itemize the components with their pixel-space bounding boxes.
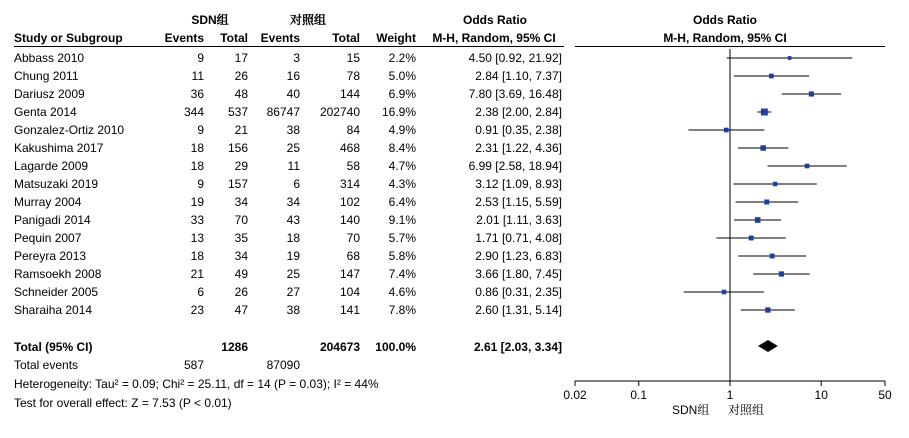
ci-value: 2.90 [1.23, 6.83] <box>475 249 562 263</box>
total2-header: Total <box>332 31 360 45</box>
weight-value: 6.9% <box>388 87 416 101</box>
total-label: Total (95% CI) <box>14 340 93 354</box>
weight-value: 4.9% <box>388 123 416 137</box>
total1-value: 70 <box>234 213 248 227</box>
study-name: Abbass 2010 <box>14 51 85 65</box>
total-ci: 2.61 [2.03, 3.34] <box>473 340 562 354</box>
events2-value: 40 <box>286 87 300 101</box>
group1-header: SDN组 <box>191 13 229 27</box>
events1-value: 6 <box>197 285 204 299</box>
study-name: Pequin 2007 <box>14 231 82 245</box>
events1-value: 13 <box>190 231 204 245</box>
total1-value: 156 <box>227 141 248 155</box>
weight-value: 8.4% <box>388 141 416 155</box>
study-column-header: Study or Subgroup <box>14 31 123 45</box>
study-name: Genta 2014 <box>14 105 77 119</box>
ci-value: 2.53 [1.15, 5.59] <box>475 195 562 209</box>
ci-value: 1.71 [0.71, 4.08] <box>475 231 562 245</box>
weight-value: 7.4% <box>388 267 416 281</box>
study-marker <box>764 199 769 204</box>
study-marker <box>722 290 727 295</box>
total1-value: 26 <box>234 69 248 83</box>
x-tick-label: 50 <box>878 388 892 402</box>
events2-value: 38 <box>286 303 300 317</box>
weight-value: 9.1% <box>388 213 416 227</box>
events1-value: 9 <box>197 123 204 137</box>
total1-value: 35 <box>234 231 248 245</box>
weight-value: 5.7% <box>388 231 416 245</box>
overall-effect-text: Test for overall effect: Z = 7.53 (P < 0.01) <box>14 396 232 410</box>
total2-value: 204673 <box>319 340 360 354</box>
total2-value: 102 <box>339 195 360 209</box>
events2-value: 18 <box>286 231 300 245</box>
total1-value: 17 <box>234 51 248 65</box>
events2-value: 27 <box>286 285 300 299</box>
events2-value: 34 <box>286 195 300 209</box>
x-tick-label: 10 <box>814 388 828 402</box>
study-marker <box>760 145 765 150</box>
events2-value: 38 <box>286 123 300 137</box>
ci-value: 3.66 [1.80, 7.45] <box>475 267 562 281</box>
events1-value: 19 <box>190 195 204 209</box>
study-name: Chung 2011 <box>14 69 79 83</box>
total2-value: 84 <box>346 123 360 137</box>
total1-value: 29 <box>234 159 248 173</box>
total1-value: 49 <box>234 267 248 281</box>
events2-value: 25 <box>286 141 300 155</box>
weight-value: 7.8% <box>388 303 416 317</box>
events1-value: 18 <box>190 249 204 263</box>
study-marker <box>809 91 814 96</box>
total1-value: 537 <box>227 105 248 119</box>
ci-value: 0.86 [0.31, 2.35] <box>475 285 562 299</box>
events1-value: 21 <box>190 267 204 281</box>
weight-value: 4.7% <box>388 159 416 173</box>
total-events2: 87090 <box>266 358 300 372</box>
total-events-label: Total events <box>14 358 79 372</box>
total1-value: 26 <box>234 285 248 299</box>
ci-value: 2.01 [1.11, 3.63] <box>476 213 562 227</box>
weight-value: 6.4% <box>388 195 416 209</box>
events2-value: 11 <box>287 159 300 173</box>
total1-value: 34 <box>234 249 248 263</box>
x-tick-label: 0.02 <box>563 388 587 402</box>
events1-value: 11 <box>191 69 204 83</box>
x-tick-label: 0.1 <box>630 388 648 402</box>
total2-value: 147 <box>339 267 360 281</box>
events2-value: 6 <box>293 177 300 191</box>
events2-value: 19 <box>286 249 300 263</box>
weight-value: 4.6% <box>388 285 416 299</box>
study-marker <box>724 128 729 133</box>
events1-value: 344 <box>183 105 204 119</box>
study-name: Pereyra 2013 <box>14 249 87 263</box>
study-name: Kakushima 2017 <box>14 141 104 155</box>
events1-value: 36 <box>190 87 204 101</box>
study-name: Murray 2004 <box>14 195 82 209</box>
total-weight: 100.0% <box>375 340 416 354</box>
total2-value: 144 <box>339 87 360 101</box>
total1-value: 157 <box>227 177 248 191</box>
x-tick-label: 1 <box>726 388 734 402</box>
total2-value: 314 <box>339 177 360 191</box>
study-name: Matsuzaki 2019 <box>14 177 99 191</box>
total2-value: 70 <box>346 231 360 245</box>
events2-value: 86747 <box>266 105 300 119</box>
study-marker <box>773 182 777 186</box>
weight-value: 5.8% <box>388 249 416 263</box>
total2-value: 202740 <box>319 105 360 119</box>
events1-value: 33 <box>190 213 204 227</box>
events2-value: 25 <box>286 267 300 281</box>
total2-value: 78 <box>346 69 360 83</box>
events1-value: 9 <box>197 177 204 191</box>
study-name: Panigadi 2014 <box>14 213 91 227</box>
weight-header: Weight <box>376 31 416 45</box>
study-marker <box>761 109 768 116</box>
total2-value: 140 <box>339 213 360 227</box>
study-name: Lagarde 2009 <box>14 159 89 173</box>
events2-value: 16 <box>286 69 300 83</box>
ci-value: 2.31 [1.22, 4.36] <box>475 141 562 155</box>
summary-diamond <box>758 340 778 352</box>
study-marker <box>779 271 784 276</box>
events2-value: 43 <box>286 213 300 227</box>
ci-value: 0.91 [0.35, 2.38] <box>475 123 562 137</box>
total-events1: 587 <box>183 358 204 372</box>
weight-value: 5.0% <box>388 69 416 83</box>
weight-value: 16.9% <box>381 105 416 119</box>
total2-value: 58 <box>346 159 360 173</box>
total1-header: Total <box>220 31 248 45</box>
ci-value: 2.60 [1.31, 5.14] <box>475 303 562 317</box>
ci-value: 3.12 [1.09, 8.93] <box>475 177 562 191</box>
events2-value: 3 <box>293 51 300 65</box>
ci-value: 7.80 [3.69, 16.48] <box>468 87 562 101</box>
study-marker <box>769 74 774 79</box>
favours-left-label: SDN组 <box>672 403 710 417</box>
total2-value: 68 <box>346 249 360 263</box>
ci-value: 6.99 [2.58, 18.94] <box>468 159 562 173</box>
total1-value: 48 <box>234 87 248 101</box>
total2-value: 15 <box>346 51 360 65</box>
events1-value: 18 <box>190 159 204 173</box>
weight-value: 4.3% <box>388 177 416 191</box>
odds-ratio-plot-header: Odds Ratio <box>692 13 757 27</box>
events1-header: Events <box>164 31 204 45</box>
total1-value: 47 <box>234 303 248 317</box>
study-marker <box>805 164 810 169</box>
total2-value: 104 <box>339 285 360 299</box>
study-name: Sharaiha 2014 <box>14 303 93 317</box>
method-text-header: M-H, Random, 95% CI <box>432 31 556 45</box>
favours-right-label: 对照组 <box>728 403 765 417</box>
study-name: Schneider 2005 <box>14 285 99 299</box>
odds-ratio-text-header: Odds Ratio <box>462 13 527 27</box>
study-marker <box>770 254 775 259</box>
total2-value: 468 <box>339 141 360 155</box>
heterogeneity-text: Heterogeneity: Tau² = 0.09; Chi² = 25.11, df = 14 (P = 0.03); I² = 44% <box>14 377 379 391</box>
study-marker <box>749 236 754 241</box>
events1-value: 9 <box>197 51 204 65</box>
total1-value: 34 <box>234 195 248 209</box>
total1-value: 1286 <box>221 340 248 354</box>
study-marker <box>755 217 761 223</box>
study-name: Dariusz 2009 <box>14 87 85 101</box>
group2-header: 对照组 <box>289 13 326 27</box>
total2-value: 141 <box>339 303 360 317</box>
total1-value: 21 <box>234 123 248 137</box>
ci-value: 2.84 [1.10, 7.37] <box>475 69 562 83</box>
study-marker <box>788 56 792 60</box>
events1-value: 18 <box>190 141 204 155</box>
weight-value: 2.2% <box>388 51 416 65</box>
events1-value: 23 <box>190 303 204 317</box>
method-plot-header: M-H, Random, 95% CI <box>663 31 787 45</box>
ci-value: 4.50 [0.92, 21.92] <box>468 51 562 65</box>
study-marker <box>765 307 770 312</box>
study-name: Ramsoekh 2008 <box>14 267 102 281</box>
ci-value: 2.38 [2.00, 2.84] <box>475 105 562 119</box>
events2-header: Events <box>260 31 300 45</box>
study-name: Gonzalez-Ortiz 2010 <box>14 123 125 137</box>
